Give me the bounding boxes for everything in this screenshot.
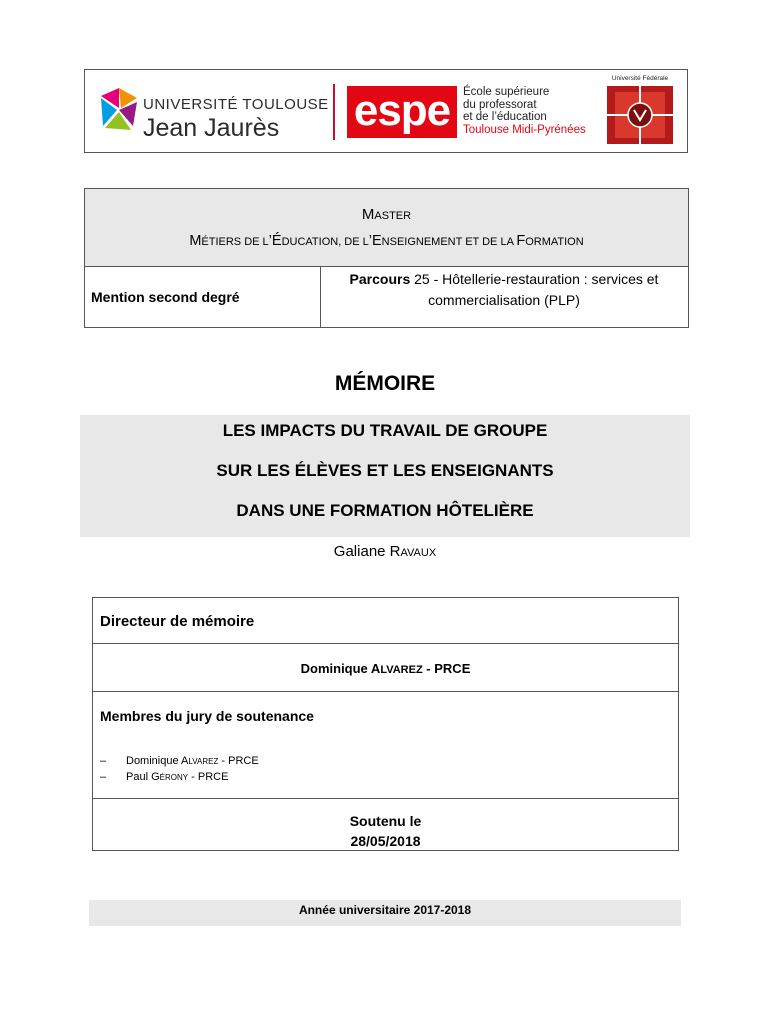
espe-line: et de l’éducation bbox=[463, 111, 547, 123]
university-toulouse-logo-icon bbox=[97, 86, 141, 136]
jury-divider bbox=[93, 691, 678, 692]
member-first-name: Dominique bbox=[126, 755, 182, 767]
master-title-rest: ASTER bbox=[374, 210, 412, 222]
member-last-rest: LVAREZ bbox=[188, 757, 219, 766]
logo-banner bbox=[84, 69, 688, 153]
master-subtitle bbox=[85, 233, 688, 249]
academic-year: Année universitaire 2017-2018 bbox=[298, 903, 472, 917]
master-title bbox=[85, 206, 688, 223]
master-subtitle-part: ORMATION bbox=[525, 236, 584, 248]
thesis-title-line: LES IMPACTS DU TRAVAIL DE GROUPE bbox=[222, 421, 548, 440]
espe-line: du professorat bbox=[463, 98, 537, 111]
jury-box bbox=[92, 597, 679, 851]
master-table bbox=[84, 188, 689, 328]
jury-divider bbox=[93, 643, 678, 644]
espe-description bbox=[463, 86, 586, 136]
member-item bbox=[100, 755, 259, 767]
director-last-rest: LVAREZ bbox=[380, 664, 423, 676]
master-header-band bbox=[85, 189, 688, 267]
master-subtitle-part: ’É bbox=[268, 233, 282, 249]
ut-name-line1: UNIVERSITÉ TOULOUSE bbox=[143, 96, 329, 113]
thesis-title-line: DANS UNE FORMATION HÔTELIÈRE bbox=[236, 501, 534, 520]
member-last-initial: A bbox=[181, 755, 189, 767]
thesis-title-line: SUR LES ÉLÈVES ET LES ENSEIGNANTS bbox=[216, 461, 554, 480]
member-item bbox=[100, 771, 228, 783]
master-subtitle-part: F bbox=[516, 233, 526, 249]
defense-date bbox=[93, 811, 678, 851]
defense-label: Soutenu le bbox=[349, 813, 422, 829]
member-last-rest: ÉRONY bbox=[159, 773, 189, 782]
espe-line: École supérieure bbox=[463, 86, 550, 98]
table-divider bbox=[320, 266, 321, 327]
master-subtitle-part: ÉTIERS DE L bbox=[201, 236, 269, 248]
espe-logo-text: espe bbox=[353, 86, 451, 135]
master-subtitle-part: NSEIGNEMENT ET DE LA bbox=[381, 236, 517, 248]
federal-university-footer: · · · · · bbox=[633, 140, 647, 145]
parcours-label: Parcours bbox=[349, 271, 411, 287]
members-label: Membres du jury de soutenance bbox=[100, 708, 314, 724]
director-last-initial: A bbox=[370, 661, 381, 676]
author-name bbox=[0, 543, 770, 560]
logo-divider bbox=[333, 84, 335, 140]
member-dash: – bbox=[100, 755, 107, 767]
author-last-rest: AVAUX bbox=[400, 547, 437, 559]
director-suffix: - PRCE bbox=[422, 661, 471, 676]
jury-divider bbox=[93, 798, 678, 799]
master-subtitle-part: ’E bbox=[368, 233, 382, 249]
academic-year-band bbox=[89, 900, 681, 926]
mention-label: Mention second degré bbox=[91, 289, 240, 305]
member-dash: – bbox=[100, 771, 107, 783]
espe-region: Toulouse Midi-Pyrénées bbox=[463, 123, 586, 136]
director-name bbox=[93, 661, 678, 676]
parcours-detail: 25 - Hôtellerie-restauration : services et commercialisation (PLP) bbox=[410, 271, 659, 308]
federal-university-label: Université Fédérale bbox=[611, 75, 669, 82]
director-label: Directeur de mémoire bbox=[100, 613, 255, 630]
master-title-initial: M bbox=[361, 206, 375, 223]
master-subtitle-part: M bbox=[189, 233, 202, 249]
member-suffix: - PRCE bbox=[218, 755, 259, 767]
federal-university-seal-icon bbox=[607, 86, 673, 144]
member-suffix: - PRCE bbox=[188, 771, 229, 783]
ut-name-line2: Jean Jaurès bbox=[143, 114, 280, 142]
member-first-name: Paul bbox=[126, 771, 152, 783]
member-last-initial: G bbox=[151, 771, 160, 783]
thesis-title-band bbox=[80, 415, 690, 537]
master-subtitle-part: DUCATION, DE L bbox=[281, 236, 369, 248]
director-first-name: Dominique bbox=[300, 661, 371, 676]
parcours-text bbox=[325, 269, 683, 311]
memoire-heading: MÉMOIRE bbox=[334, 372, 436, 395]
author-last-initial: R bbox=[389, 543, 401, 560]
defense-date-value: 28/05/2018 bbox=[350, 833, 421, 849]
author-first-name: Galiane bbox=[333, 543, 390, 560]
